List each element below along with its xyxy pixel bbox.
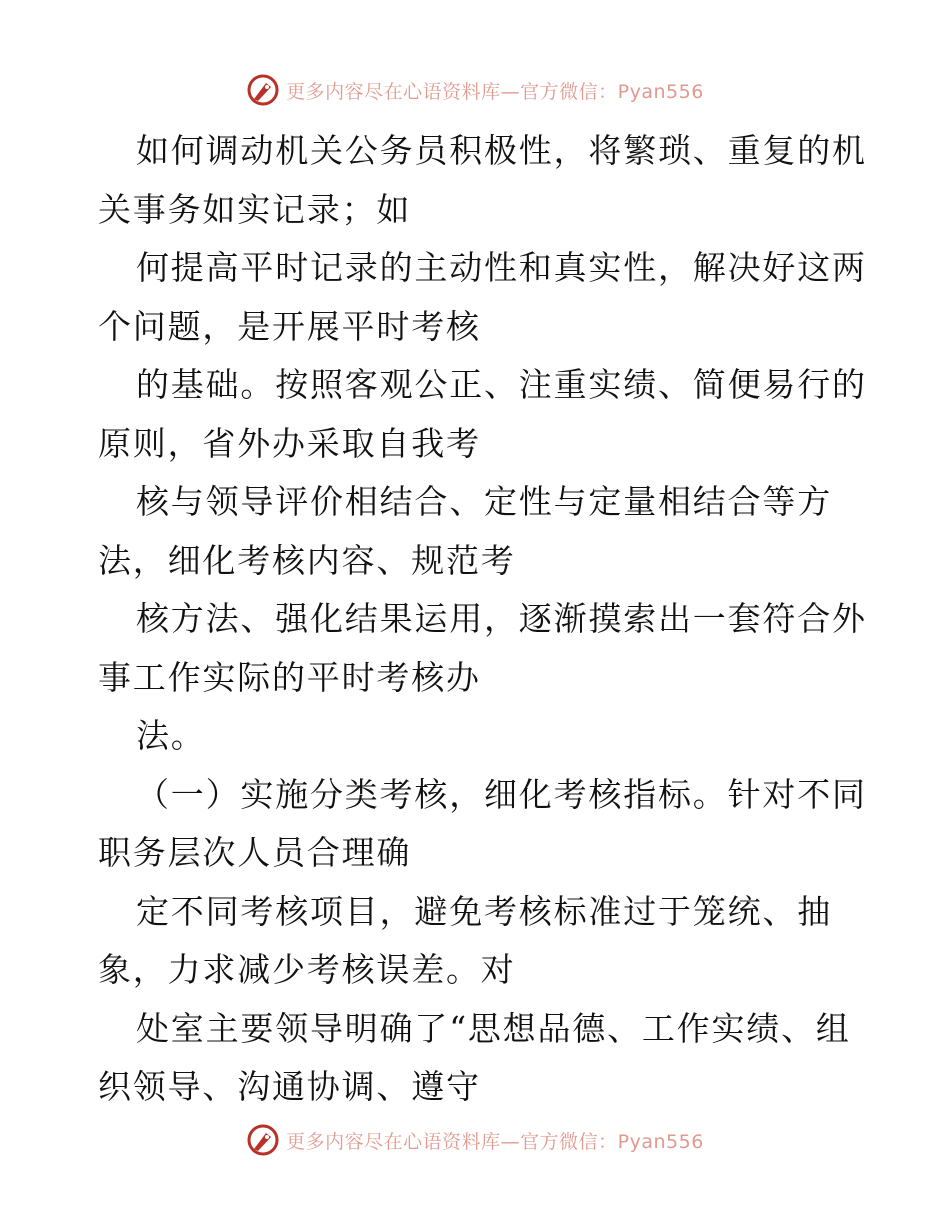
text-line: 如何调动机关公务员积极性，将繁琐、重复的机 bbox=[136, 131, 867, 170]
text-line: 的基础。按照客观公正、注重实绩、简便易行的 bbox=[136, 365, 867, 404]
text-line: 法。 bbox=[136, 716, 206, 755]
text-line: 何提高平时记录的主动性和真实性，解决好这两 bbox=[136, 248, 867, 287]
document-body bbox=[98, 122, 867, 1117]
text-line: 处室主要领导明确了“思想品德、工作实绩、组 bbox=[136, 1008, 851, 1048]
footer-banner bbox=[0, 1118, 950, 1162]
text-line: 象，力求减少考核误差。对 bbox=[98, 950, 516, 989]
text-line: 职务层次人员合理确 bbox=[98, 833, 412, 872]
text-line: 核方法、强化结果运用，逐渐摸索出一套符合外 bbox=[136, 599, 867, 638]
text-line: （一）实施分类考核，细化考核指标。针对不同 bbox=[136, 774, 867, 814]
text-line: 关事务如实记录；如 bbox=[98, 189, 412, 229]
pen-nib-circle-icon bbox=[246, 1123, 280, 1157]
text-line: 法，细化考核内容、规范考 bbox=[98, 540, 516, 580]
text-line: 原则，省外办采取自我考 bbox=[98, 423, 481, 463]
text-line: 核与领导评价相结合、定性与定量相结合等方 bbox=[136, 482, 832, 521]
footer-banner-text: 更多内容尽在心语资料库—官方微信：Pyan556 bbox=[286, 1130, 704, 1153]
text-line: 织领导、沟通协调、遵守 bbox=[98, 1067, 481, 1106]
text-line: 事工作实际的平时考核办 bbox=[98, 657, 481, 697]
header-banner-text: 更多内容尽在心语资料库—官方微信：Pyan556 bbox=[286, 80, 704, 103]
pen-nib-circle-icon bbox=[246, 73, 280, 107]
text-line: 定不同考核项目，避免考核标准过于笼统、抽 bbox=[136, 891, 832, 931]
header-banner bbox=[0, 68, 950, 112]
text-line: 个问题，是开展平时考核 bbox=[98, 306, 481, 346]
